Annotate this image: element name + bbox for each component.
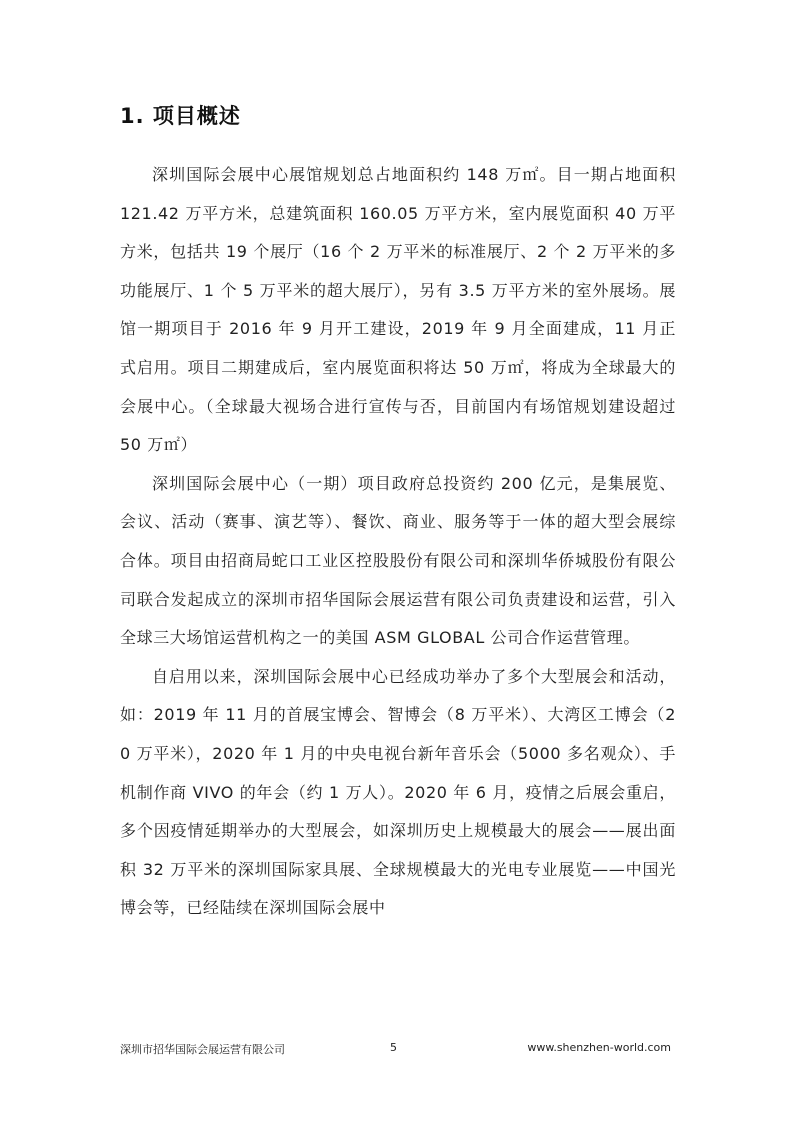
section-heading: 1. 项目概述 <box>120 104 241 128</box>
paragraph-investment: 深圳国际会展中心（一期）项目政府总投资约 200 亿元，是集展览、会议、活动（赛事、演艺等）、餐饮、商业、服务等于一体的超大型会展综合体。项目由招商局蛇口工业区控股股份有限公司和深圳华侨城股份有限公司联合发起成立的深圳市招华国际会展运营有限公司负责建设和运营，引入全球三大场馆运营机构之一的美国 ASM GLOBAL 公司合作运营管理。 <box>120 473 676 648</box>
body-text <box>120 156 676 928</box>
paragraph-events: 自启用以来，深圳国际会展中心已经成功举办了多个大型展会和活动，如：2019 年 11 月的首展宝博会、智博会（8 万平米）、大湾区工博会（20 万平米），2020 年 1 月的中央电视台新年音乐会（5000 多名观众）、手机制作商 VIVO 的年会（约 1 万人）。2020 年 6 月，疫情之后展会重启，多个因疫情延期举办的大型展会，如深圳历史上规模最大的展会——展出面积 32 万平米的深圳国际家具展、全球规模最大的光电专业展览——中国光博会等，已经陆续在深圳国际会展中 <box>120 666 676 918</box>
footer-company-name: 深圳市招华国际会展运营有限公司 <box>120 1043 285 1056</box>
paragraph-overview: 深圳国际会展中心展馆规划总占地面积约 148 万㎡。目一期占地面积 121.42 万平方米，总建筑面积 160.05 万平方米，室内展览面积 40 万平方米，包括共 19 个展厅（16 个 2 万平米的标准展厅、2 个 2 万平米的多功能展厅、1 个 5 万平米的超大展厅），另有 3.5 万平方米的室外展场。展馆一期项目于 2016 年 9 月开工建设，2019 年 9 月全面建成，11 月正式启用。项目二期建成后，室内展览面积将达 50 万㎡，将成为全球最大的会展中心。（全球最大视场合进行宣传与否，目前国内有场馆规划建设超过 50 万㎡） <box>120 165 676 455</box>
page-footer <box>120 1041 671 1059</box>
footer-website-url: www.shenzhen-world.com <box>527 1041 671 1054</box>
footer-page-number: 5 <box>390 1041 397 1054</box>
